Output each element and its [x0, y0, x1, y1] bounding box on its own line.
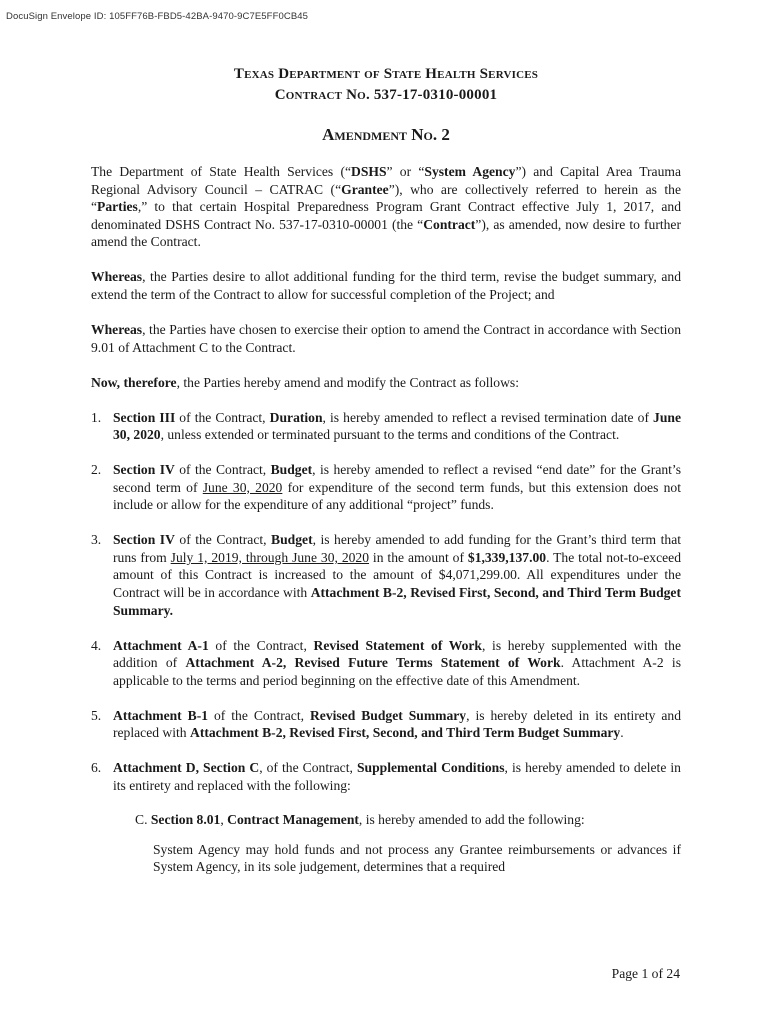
- contract-number: Contract No. 537-17-0310-00001: [274, 87, 498, 103]
- amendment-item-1: 1. Section III of the Contract, Duration, is hereby amended to reflect a revised termination date of June 30, 2020, unless extended or terminated pursuant to the terms and conditions of the Contract.: [91, 409, 681, 443]
- amendment-items: [91, 409, 681, 795]
- agency-title: Texas Department of State Health Services: [233, 66, 539, 82]
- subsection-c: C. Section 8.01, Contract Management, is hereby amended to add the following:: [135, 811, 585, 827]
- whereas-paragraph-1: Whereas, the Parties desire to allot additional funding for the third term, revise the budget summary, and extend the term of the Contract to allow for successful completion of the Project; and: [91, 269, 681, 302]
- whereas-paragraph-2: Whereas, the Parties have chosen to exercise their option to amend the Contract in accordance with Section 9.01 of Attachment C to the Contract.: [91, 321, 681, 355]
- amendment-heading: Amendment No. 2: [322, 125, 450, 144]
- amendment-item-4: 4. Attachment A-1 of the Contract, Revised Statement of Work, is hereby supplemented with the addition of Attachment A-2, Revised Future Terms Statement of Work. Attachment A-2 is applicable to the terms and period beginning on the effective date of this Amendment.: [91, 637, 681, 688]
- intro-paragraph: The Department of State Health Services (“DSHS” or “System Agency”) and Capital Area Trauma Regional Advisory Council – CATRAC (“Grantee”), who are collectively referred to herein as the “Parties,” to that certain Hospital Preparedness Program Grant Contract effective July 1, 2017, and denominated DSHS Contract No. 537-17-0310-00001 (the “Contract”), as amended, now desire to further amend the Contract.: [91, 164, 681, 250]
- page-number: Page 1 of 24: [611, 966, 680, 981]
- amendment-item-6: 6. Attachment D, Section C, of the Contract, Supplemental Conditions, is hereby amended to delete in its entirety and replaced with the following:: [91, 760, 681, 793]
- document-page: [91, 64, 681, 876]
- amendment-item-2: 2. Section IV of the Contract, Budget, is hereby amended to reflect a revised “end date” for the Grant’s second term of June 30, 2020 for expenditure of the second term funds, but this extension does not include or allow for the expenditure of any additional “project” funds.: [91, 462, 681, 513]
- now-therefore-paragraph: Now, therefore, the Parties hereby amend and modify the Contract as follows:: [91, 374, 519, 390]
- docusign-envelope-id: DocuSign Envelope ID: 105FF76B-FBD5-42BA-9470-9C7E5FF0CB45: [6, 11, 309, 22]
- amendment-item-5: 5. Attachment B-1 of the Contract, Revised Budget Summary, is hereby deleted in its entirety and replaced with Attachment B-2, Revised First, Second, and Third Term Budget Summary.: [91, 707, 681, 741]
- amendment-item-3: 3. Section IV of the Contract, Budget, is hereby amended to add funding for the Grant’s third term that runs from July 1, 2019, through June 30, 2020 in the amount of $1,339,137.00. The total not-to-exceed amount of this Contract is increased to the amount of $4,071,299.00. All expenditures under the Contract will be in accordance with Attachment B-2, Revised First, Second, and Third Term Budget Summary.: [91, 532, 682, 618]
- subsection-c-text: System Agency may hold funds and not process any Grantee reimbursements or advances if System Agency, in its sole judgement, determines that a required: [153, 841, 681, 875]
